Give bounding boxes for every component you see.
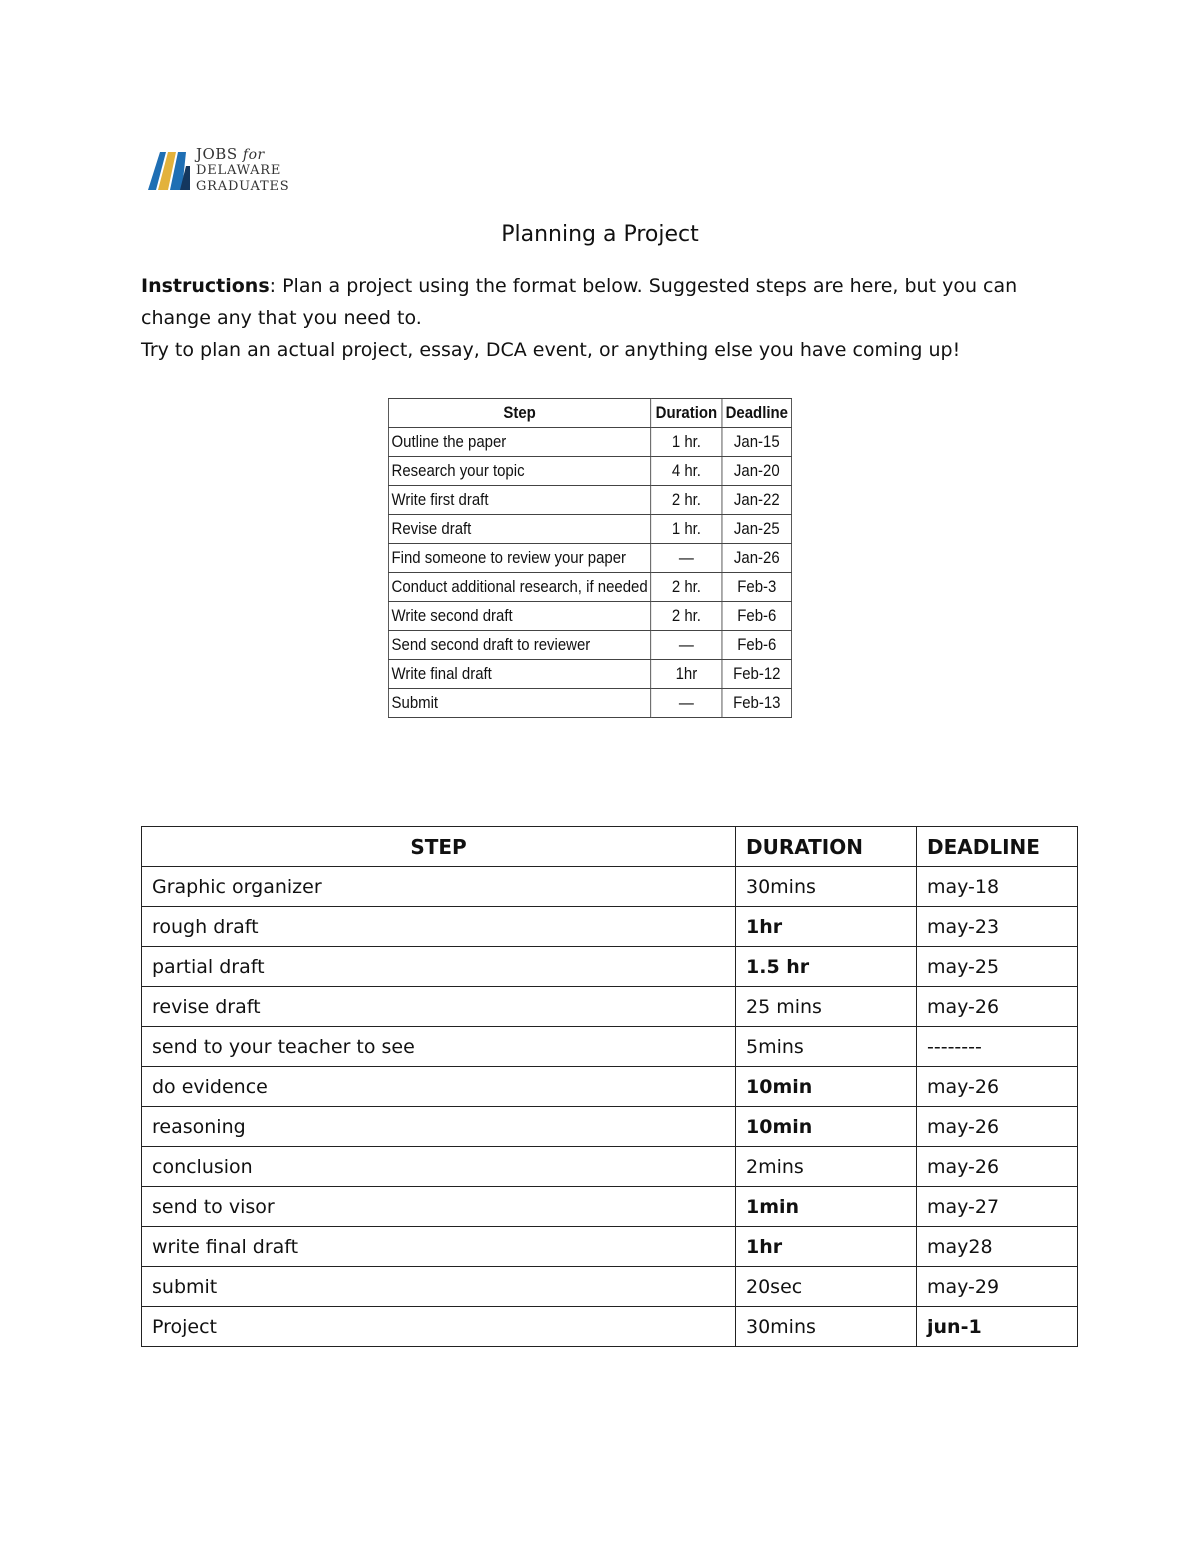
sample-cell-deadline: Feb-13	[722, 689, 792, 718]
sample-table-row	[388, 689, 791, 718]
cell-step: revise draft	[142, 987, 736, 1027]
cell-deadline: may-25	[917, 947, 1078, 987]
sample-cell-duration: —	[651, 544, 722, 573]
table-row	[142, 1307, 1078, 1347]
cell-duration: 30mins	[736, 867, 917, 907]
page-title: Planning a Project	[501, 222, 699, 247]
table-row	[142, 907, 1078, 947]
sample-cell-duration: 1 hr.	[651, 428, 722, 457]
cell-step: send to your teacher to see	[142, 1027, 736, 1067]
header-step: STEP	[142, 827, 736, 867]
cell-deadline: may-29	[917, 1267, 1078, 1307]
jdg-logo-mark-icon	[146, 146, 192, 192]
cell-step: do evidence	[142, 1067, 736, 1107]
cell-step: write final draft	[142, 1227, 736, 1267]
instructions-paragraph-2: Try to plan an actual project, essay, DCA event, or anything else you have coming up!	[141, 339, 961, 361]
sample-table-row	[388, 515, 791, 544]
cell-deadline: may-26	[917, 1107, 1078, 1147]
sample-cell-step: Write first draft	[388, 486, 650, 515]
cell-duration: 10min	[736, 1067, 917, 1107]
cell-deadline: jun-1	[917, 1307, 1078, 1347]
table-row	[142, 987, 1078, 1027]
sample-cell-step: Submit	[388, 689, 650, 718]
sample-cell-deadline: Feb-6	[722, 602, 792, 631]
sample-cell-step: Find someone to review your paper	[388, 544, 650, 573]
cell-step: conclusion	[142, 1147, 736, 1187]
sample-cell-step: Outline the paper	[388, 428, 650, 457]
cell-duration: 1min	[736, 1187, 917, 1227]
sample-table-row	[388, 573, 791, 602]
header-duration: DURATION	[736, 827, 917, 867]
sample-cell-duration: 1hr	[651, 660, 722, 689]
sample-cell-deadline: Jan-25	[722, 515, 792, 544]
table-row	[142, 1067, 1078, 1107]
sample-cell-deadline: Jan-15	[722, 428, 792, 457]
sample-cell-deadline: Jan-20	[722, 457, 792, 486]
cell-duration: 1.5 hr	[736, 947, 917, 987]
instructions-label: Instructions	[141, 275, 270, 297]
sample-cell-duration: —	[651, 631, 722, 660]
instructions	[141, 270, 1041, 366]
sample-cell-duration: 2 hr.	[651, 602, 722, 631]
cell-deadline: may-26	[917, 987, 1078, 1027]
cell-deadline: may-27	[917, 1187, 1078, 1227]
cell-step: reasoning	[142, 1107, 736, 1147]
cell-deadline: may-26	[917, 1147, 1078, 1187]
cell-duration: 1hr	[736, 1227, 917, 1267]
cell-step: partial draft	[142, 947, 736, 987]
logo-line-jobs: JOBS for	[196, 145, 265, 163]
sample-cell-deadline: Feb-6	[722, 631, 792, 660]
instructions-paragraph-1	[141, 270, 1041, 334]
header-deadline: DEADLINE	[917, 827, 1078, 867]
cell-deadline: may-26	[917, 1067, 1078, 1107]
cell-duration: 20sec	[736, 1267, 917, 1307]
sample-table-row	[388, 602, 791, 631]
logo-line-delaware: DELAWARE	[196, 163, 282, 178]
sample-cell-duration: —	[651, 689, 722, 718]
logo-line-graduates: GRADUATES	[196, 179, 290, 194]
sample-cell-duration: 4 hr.	[651, 457, 722, 486]
project-plan-table	[141, 826, 1078, 1347]
sample-table-row	[388, 486, 791, 515]
sample-cell-step: Revise draft	[388, 515, 650, 544]
instructions-text-1: : Plan a project using the format below. Suggested steps are here, but you can change any that you need to.	[141, 275, 1018, 329]
sample-cell-step: Send second draft to reviewer	[388, 631, 650, 660]
cell-duration: 30mins	[736, 1307, 917, 1347]
sample-table	[388, 398, 792, 718]
cell-step: Project	[142, 1307, 736, 1347]
sample-cell-duration: 2 hr.	[651, 573, 722, 602]
table-row	[142, 1187, 1078, 1227]
table-row	[142, 1027, 1078, 1067]
cell-deadline: may-18	[917, 867, 1078, 907]
sample-cell-step: Write final draft	[388, 660, 650, 689]
sample-cell-deadline: Feb-3	[722, 573, 792, 602]
table-row	[142, 947, 1078, 987]
table-row	[142, 1227, 1078, 1267]
cell-deadline: --------	[917, 1027, 1078, 1067]
sample-table-row	[388, 544, 791, 573]
sample-cell-deadline: Jan-26	[722, 544, 792, 573]
cell-deadline: may-23	[917, 907, 1078, 947]
cell-duration: 10min	[736, 1107, 917, 1147]
sample-cell-duration: 1 hr.	[651, 515, 722, 544]
sample-table-row	[388, 631, 791, 660]
table-row	[142, 867, 1078, 907]
cell-step: rough draft	[142, 907, 736, 947]
sample-table-row	[388, 660, 791, 689]
cell-deadline: may28	[917, 1227, 1078, 1267]
cell-duration: 5mins	[736, 1027, 917, 1067]
cell-duration: 2mins	[736, 1147, 917, 1187]
sample-cell-deadline: Feb-12	[722, 660, 792, 689]
sample-table-row	[388, 428, 791, 457]
sample-cell-duration: 2 hr.	[651, 486, 722, 515]
sample-cell-step: Research your topic	[388, 457, 650, 486]
jdg-logo	[146, 146, 296, 196]
cell-step: Graphic organizer	[142, 867, 736, 907]
sample-cell-deadline: Jan-22	[722, 486, 792, 515]
sample-cell-step: Conduct additional research, if needed	[388, 573, 650, 602]
cell-step: send to visor	[142, 1187, 736, 1227]
table-row	[142, 1147, 1078, 1187]
sample-header-step: Step	[388, 399, 650, 428]
sample-header-deadline: Deadline	[722, 399, 792, 428]
table-row	[142, 1107, 1078, 1147]
sample-cell-step: Write second draft	[388, 602, 650, 631]
cell-step: submit	[142, 1267, 736, 1307]
table-row	[142, 1267, 1078, 1307]
sample-header-duration: Duration	[651, 399, 722, 428]
sample-table-row	[388, 457, 791, 486]
cell-duration: 1hr	[736, 907, 917, 947]
cell-duration: 25 mins	[736, 987, 917, 1027]
